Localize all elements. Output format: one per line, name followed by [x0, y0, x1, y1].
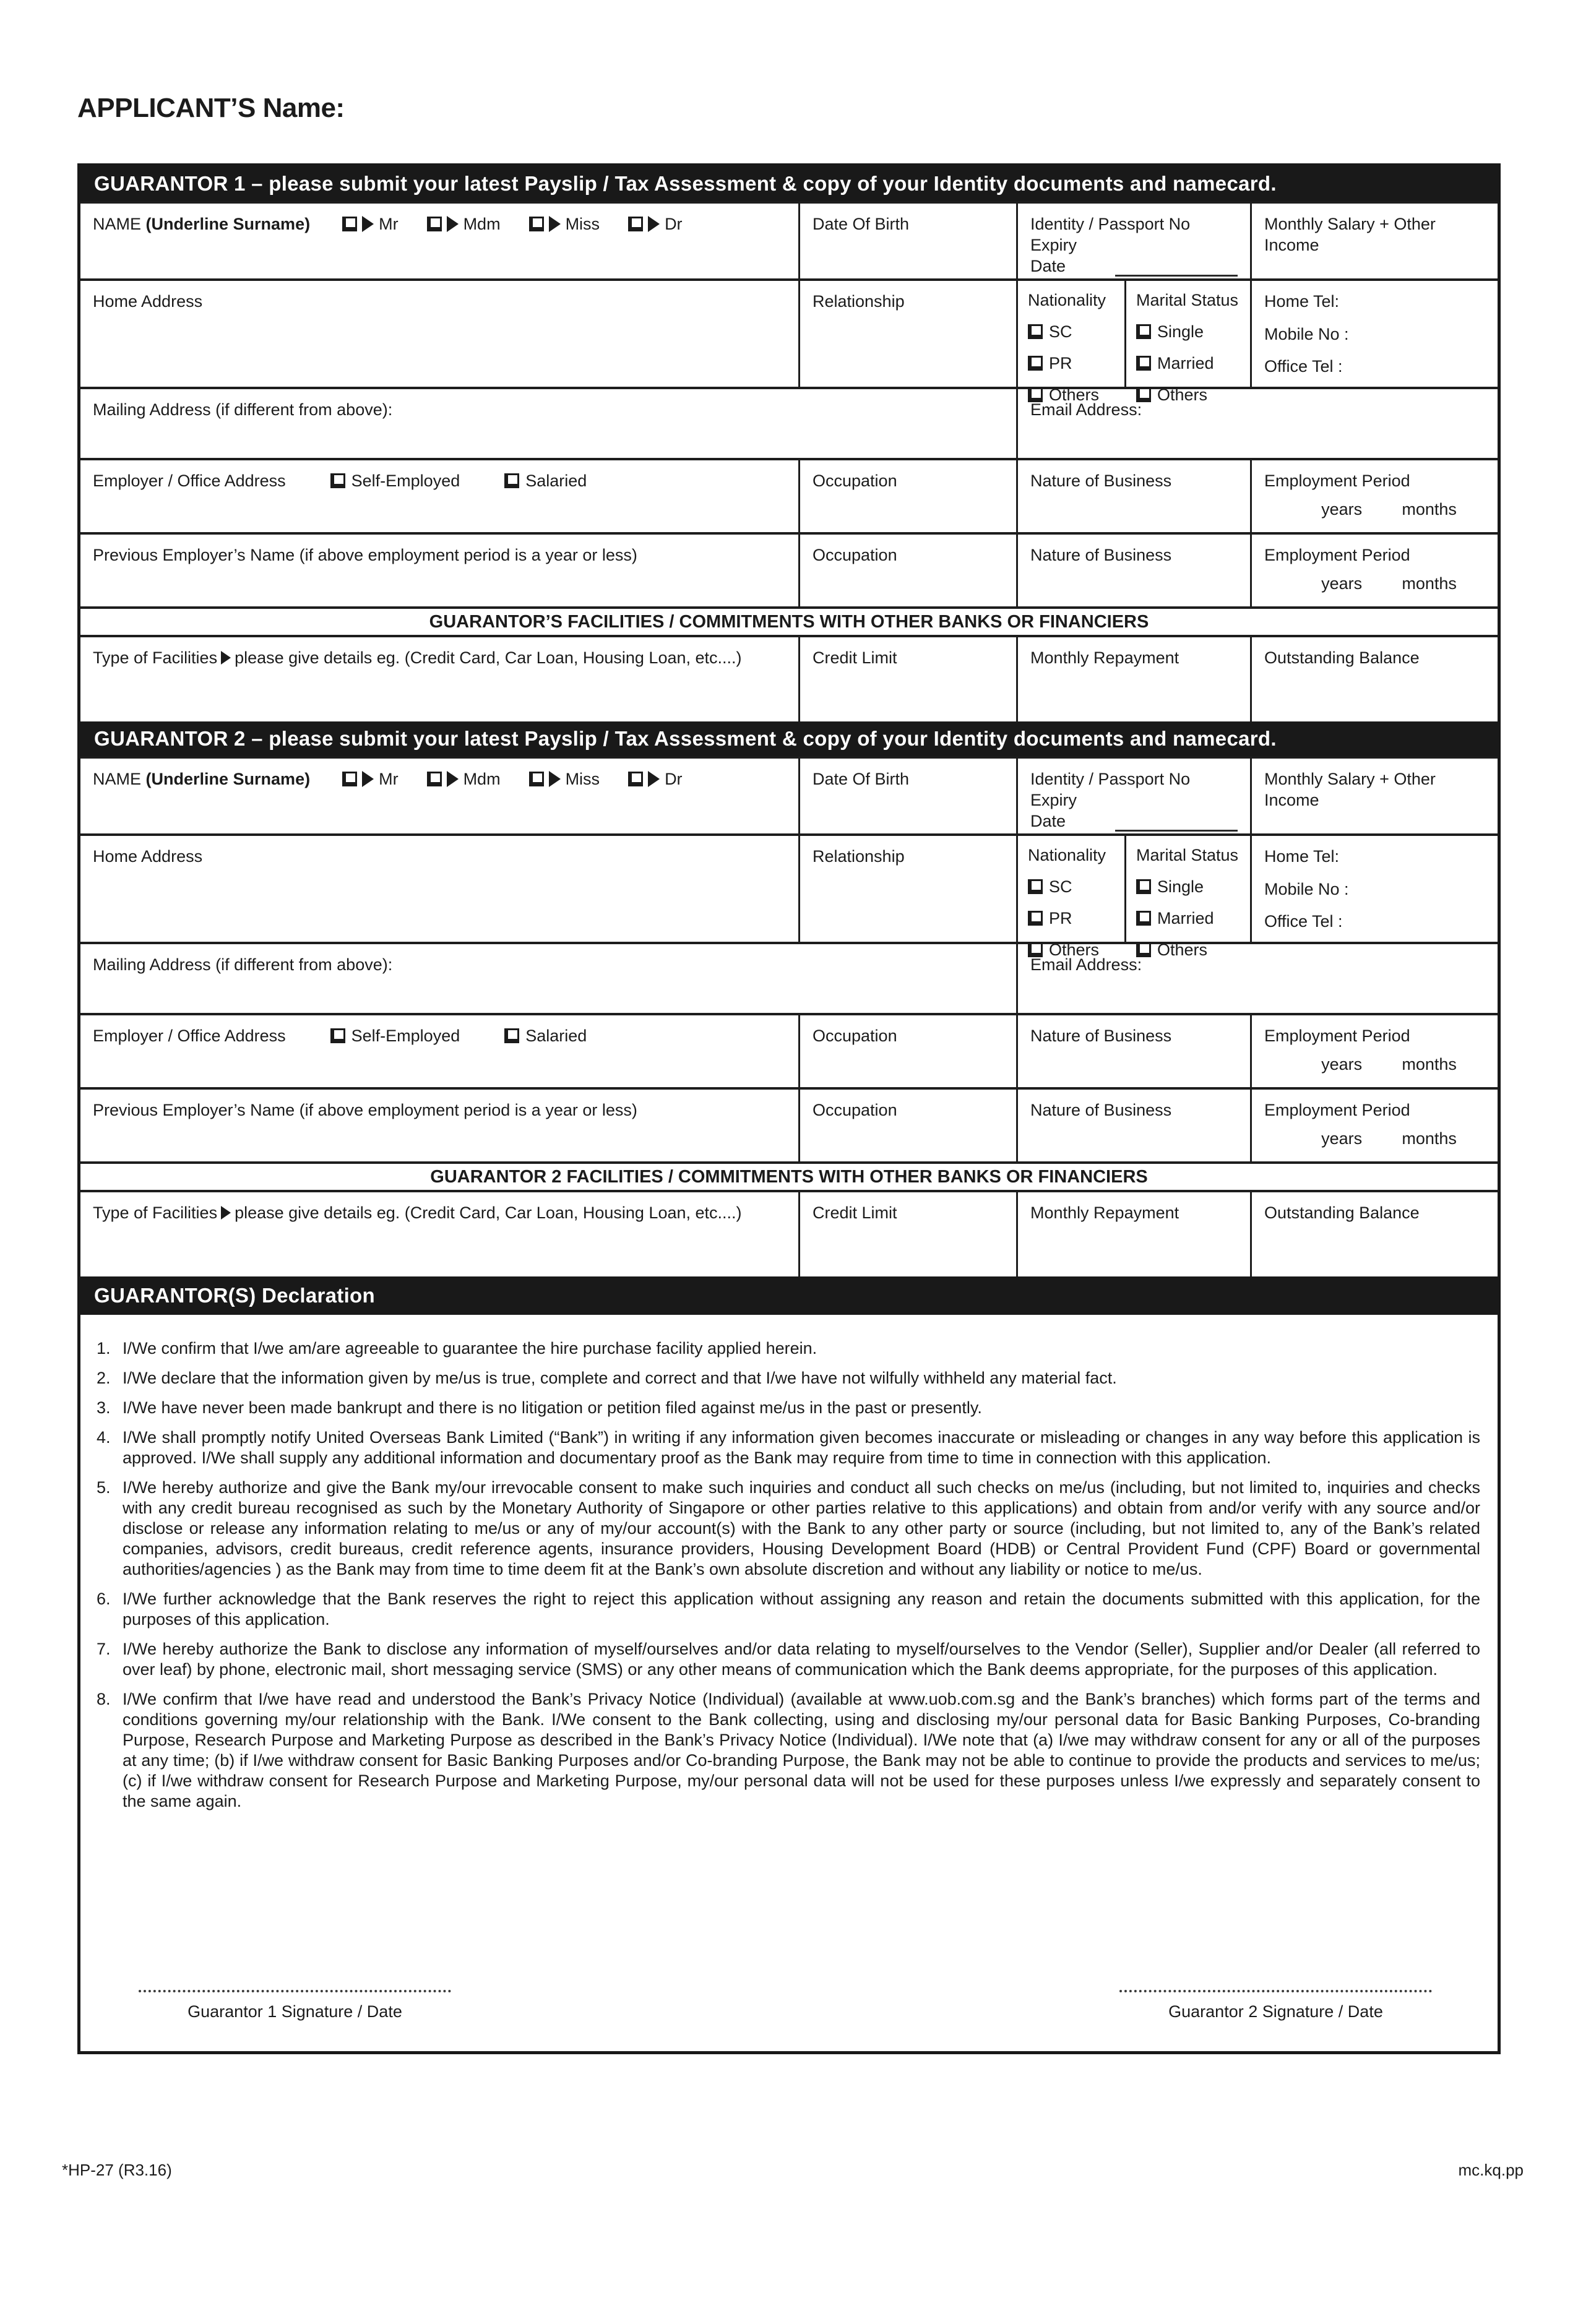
mobile-no-label: Mobile No : [1264, 324, 1349, 343]
g2-marital-group [1124, 836, 1250, 959]
g2-title-mr-checkbox[interactable] [342, 772, 357, 786]
identity-label: Identity / Passport No [1030, 770, 1191, 788]
guarantor-form [77, 163, 1501, 2054]
g2-facilities-header-row [80, 1161, 1498, 1190]
declaration-body [80, 1315, 1498, 2051]
g1-home-address-cell[interactable] [80, 281, 798, 387]
g1-salaried-checkbox[interactable] [504, 473, 519, 488]
g1-facilities-header-row [80, 606, 1498, 635]
facilities-type-label: Type of Facilities [93, 1203, 218, 1222]
outstanding-balance-label: Outstanding Balance [1264, 1203, 1420, 1222]
g2-facilities-row [80, 1190, 1498, 1276]
marital-label: Marital Status [1136, 291, 1239, 309]
expiry-label: Expiry Date [1030, 791, 1077, 830]
mailing-label: Mailing Address (if different from above): [93, 955, 393, 974]
item-text: I/We hereby authorize and give the Bank my/our irrevocable consent to make such inquiries and conduct all such checks on me/us (including, but not limited to, inquiries and checks with any credit bureau recognised as such by the Monetary Authority of Singapore or other parties relative to this applications) and obtain from and/or verify with any source and/or disclose or release any information relating to me/us or any of my/our account(s) with the Bank to any other party or source (including, but not limited to, any of the Bank’s related companies, advisors, credit bureaus, credit reference agents, insurance providers, Housing Development Board (HDB) or Central Provident Fund (CPF) Board or governmental authorities/agencies ) as the Bank may from time to time deem fit at the Bank’s own absolute discretion and without any liability or notice to me/us. [123, 1478, 1480, 1578]
g2-credit-limit-cell[interactable] [798, 1192, 1016, 1276]
g1-mailing-row [80, 387, 1498, 458]
g2-prev-employment-period-cell[interactable] [1250, 1090, 1498, 1161]
g1-mailing-address-cell[interactable] [80, 389, 1016, 458]
g2-nationality-marital-cell [1016, 836, 1250, 959]
months-label: months [1402, 500, 1457, 519]
title-mr-label: Mr [379, 770, 399, 788]
g1-marital-married-checkbox[interactable] [1136, 356, 1151, 371]
g2-marital-single-checkbox[interactable] [1136, 879, 1151, 894]
g2-nature-cell[interactable] [1016, 1015, 1250, 1087]
facilities-type-label: Type of Facilities [93, 648, 218, 667]
facilities-details-label: please give details eg. (Credit Card, Car Loan, Housing Loan, etc....) [235, 648, 742, 667]
g2-phone-cell[interactable] [1250, 836, 1498, 942]
office-tel-label: Office Tel : [1264, 912, 1343, 931]
g1-prev-occupation-cell[interactable] [798, 535, 1016, 606]
item-number: 4. [97, 1428, 111, 1447]
monthly-repayment-label: Monthly Repayment [1030, 648, 1179, 667]
g1-nature-cell[interactable] [1016, 460, 1250, 532]
g1-email-cell[interactable] [1016, 389, 1498, 458]
print-code: mc.kq.pp [1458, 2161, 1524, 2179]
item-text: I/We further acknowledge that the Bank reserves the right to reject this application without assigning any reason and retain the documents submitted with this application, for the purposes of this application. [123, 1590, 1480, 1629]
g2-title-dr-checkbox[interactable] [628, 772, 643, 786]
title-mdm-label: Mdm [463, 770, 501, 788]
nature-of-business-label: Nature of Business [1030, 1026, 1172, 1045]
g2-marital-married-checkbox[interactable] [1136, 911, 1151, 926]
occupation-label: Occupation [813, 1026, 897, 1045]
pointer-icon [221, 651, 231, 665]
item-text: I/We have never been made bankrupt and there is no litigation or petition filed against me/us in the past or presently. [123, 1398, 982, 1417]
title-dr-label: Dr [665, 770, 683, 788]
relationship-label: Relationship [813, 292, 905, 311]
nationality-sc-label: SC [1049, 322, 1072, 341]
declaration-item [90, 1689, 1480, 1812]
g1-title-miss-checkbox[interactable] [529, 217, 544, 231]
name-label: NAME (Underline Surname) [93, 770, 311, 788]
nationality-label: Nationality [1028, 846, 1106, 864]
expiry-label: Expiry Date [1030, 236, 1077, 275]
g2-prev-occupation-cell[interactable] [798, 1090, 1016, 1161]
years-label: years [1321, 1055, 1363, 1074]
g1-name-row [80, 201, 1498, 278]
item-text: I/We shall promptly notify United Overseas Bank Limited (“Bank”) in writing if any information given becomes inaccurate or misleading or changes in any way before this application is approved. I/We shall supply any additional information and documentary proof as the Bank may require from time to time in connection with this application. [123, 1428, 1480, 1467]
g1-employer-row [80, 458, 1498, 532]
pointer-icon [648, 216, 660, 232]
guarantor1-signature-block [139, 1987, 451, 2021]
g2-employer-row [80, 1013, 1498, 1087]
home-tel-label: Home Tel: [1264, 292, 1340, 311]
guarantor2-signature-block [1119, 1987, 1432, 2021]
email-label: Email Address: [1030, 955, 1142, 974]
office-tel-label: Office Tel : [1264, 357, 1343, 376]
self-employed-label: Self-Employed [351, 471, 460, 490]
employer-label: Employer / Office Address [93, 471, 286, 490]
title-miss-label: Miss [565, 215, 600, 233]
item-text: I/We hereby authorize the Bank to disclose any information of myself/ourselves and/or data relating to myself/ourselves to the Vendor (Seller), Supplier and/or Dealer (all referred to over leaf) by phone, electronic mail, short messaging service (SMS) or any other means of communication which the Bank deems appropriate, for the purposes of this application. [123, 1640, 1480, 1679]
dob-label: Date Of Birth [813, 215, 910, 233]
identity-label: Identity / Passport No [1030, 215, 1191, 233]
guarantor1-signature-label: Guarantor 1 Signature / Date [188, 2002, 402, 2021]
declaration-header-text: GUARANTOR(S) Declaration [94, 1284, 375, 1307]
guarantor2-header-text: GUARANTOR 2 – please submit your latest Payslip / Tax Assessment & copy of your Identity documents and namecard. [94, 727, 1277, 750]
nationality-sc-label: SC [1049, 877, 1072, 896]
g1-title-dr-checkbox[interactable] [628, 217, 643, 231]
title-mr-label: Mr [379, 215, 399, 233]
g1-employer-cell[interactable] [80, 460, 798, 532]
g1-relationship-cell[interactable] [798, 281, 1016, 387]
g2-previous-employer-cell[interactable] [80, 1090, 798, 1161]
g2-title-mdm-checkbox[interactable] [427, 772, 442, 786]
item-number: 5. [97, 1478, 111, 1497]
item-number: 6. [97, 1590, 111, 1608]
years-label: years [1321, 500, 1363, 519]
g1-self-employed-checkbox[interactable] [330, 473, 345, 488]
g2-previous-employer-row [80, 1087, 1498, 1161]
guarantor1-header-text: GUARANTOR 1 – please submit your latest Payslip / Tax Assessment & copy of your Identity documents and namecard. [94, 172, 1277, 195]
g1-salary-cell[interactable] [1250, 204, 1498, 278]
g1-credit-limit-cell[interactable] [798, 637, 1016, 721]
form-code: *HP-27 (R3.16) [62, 2161, 172, 2179]
guarantor1-section-header [80, 166, 1498, 201]
employment-period-label: Employment Period [1264, 1026, 1410, 1045]
pointer-icon [549, 216, 561, 232]
mobile-no-label: Mobile No : [1264, 879, 1349, 898]
nature-of-business-label: Nature of Business [1030, 471, 1172, 490]
pointer-icon [362, 216, 374, 232]
g1-title-mdm-checkbox[interactable] [427, 217, 442, 231]
relationship-label: Relationship [813, 847, 905, 866]
item-number: 3. [97, 1398, 111, 1417]
g2-nationality-group [1018, 836, 1124, 959]
declaration-item [90, 1478, 1480, 1580]
g2-title-miss-checkbox[interactable] [529, 772, 544, 786]
employer-label: Employer / Office Address [93, 1026, 286, 1045]
facilities-details-label: please give details eg. (Credit Card, Car Loan, Housing Loan, etc....) [235, 1203, 742, 1222]
previous-employer-label: Previous Employer’s Name (if above employment period is a year or less) [93, 1101, 637, 1119]
occupation-label: Occupation [813, 1101, 897, 1119]
nationality-others-label: Others [1049, 940, 1100, 959]
g1-facilities-header: GUARANTOR’S FACILITIES / COMMITMENTS WITH OTHER BANKS OR FINANCIERS [429, 611, 1149, 632]
occupation-label: Occupation [813, 471, 897, 490]
outstanding-balance-label: Outstanding Balance [1264, 648, 1420, 667]
g1-previous-employer-cell[interactable] [80, 535, 798, 606]
salaried-label: Salaried [525, 471, 587, 490]
pointer-icon [447, 216, 459, 232]
months-label: months [1402, 1129, 1457, 1148]
nationality-others-label: Others [1049, 385, 1100, 404]
g2-name-cell[interactable] [80, 759, 798, 833]
item-number: 8. [97, 1690, 111, 1708]
declaration-section-header [80, 1276, 1498, 1315]
marital-others-label: Others [1157, 940, 1208, 959]
g2-occupation-cell[interactable] [798, 1015, 1016, 1087]
g1-occupation-cell[interactable] [798, 460, 1016, 532]
g2-outstanding-balance-cell[interactable] [1250, 1192, 1498, 1276]
declaration-item [90, 1398, 1480, 1418]
home-address-label: Home Address [93, 292, 203, 311]
g1-prev-nature-cell[interactable] [1016, 535, 1250, 606]
nationality-pr-label: PR [1049, 354, 1072, 372]
dob-label: Date Of Birth [813, 770, 910, 788]
g1-facilities-type-cell[interactable] [80, 637, 798, 721]
title-miss-label: Miss [565, 770, 600, 788]
g2-mailing-row [80, 942, 1498, 1013]
declaration-item [90, 1639, 1480, 1680]
marital-married-label: Married [1157, 354, 1214, 372]
g2-salaried-checkbox[interactable] [504, 1028, 519, 1043]
monthly-repayment-label: Monthly Repayment [1030, 1203, 1179, 1222]
g2-salary-cell[interactable] [1250, 759, 1498, 833]
pointer-icon [447, 771, 459, 787]
signature-row [90, 1987, 1480, 2026]
marital-married-label: Married [1157, 909, 1214, 927]
pointer-icon [549, 771, 561, 787]
g1-nationality-group [1018, 281, 1124, 404]
page-footer [62, 2161, 1524, 2180]
g2-employer-cell[interactable] [80, 1015, 798, 1087]
nature-of-business-label: Nature of Business [1030, 546, 1172, 564]
guarantor2-signature-line[interactable] [1119, 1987, 1432, 1992]
employment-period-label: Employment Period [1264, 1101, 1410, 1119]
g1-dob-cell[interactable] [798, 204, 1016, 278]
years-label: years [1321, 1129, 1363, 1148]
g2-dob-cell[interactable] [798, 759, 1016, 833]
salary-label: Monthly Salary + Other Income [1264, 770, 1436, 809]
months-label: months [1402, 574, 1457, 593]
title-dr-label: Dr [665, 215, 683, 233]
g2-expiry-date-line[interactable] [1115, 813, 1238, 832]
years-label: years [1321, 574, 1363, 593]
home-tel-label: Home Tel: [1264, 847, 1340, 866]
g1-nationality-sc-checkbox[interactable] [1028, 324, 1043, 339]
g1-identity-cell[interactable] [1016, 204, 1250, 278]
nationality-pr-label: PR [1049, 909, 1072, 927]
home-address-label: Home Address [93, 847, 203, 866]
g1-title-mr-checkbox[interactable] [342, 217, 357, 231]
marital-label: Marital Status [1136, 846, 1239, 864]
name-label: NAME (Underline Surname) [93, 215, 311, 233]
g1-marital-group [1124, 281, 1250, 404]
item-number: 1. [97, 1339, 111, 1358]
g1-name-cell[interactable] [80, 204, 798, 278]
employment-period-label: Employment Period [1264, 546, 1410, 564]
g2-employment-period-cell[interactable] [1250, 1015, 1498, 1087]
g2-name-row [80, 756, 1498, 833]
pointer-icon [648, 771, 660, 787]
months-label: months [1402, 1055, 1457, 1074]
guarantor2-signature-label: Guarantor 2 Signature / Date [1168, 2002, 1383, 2021]
previous-employer-label: Previous Employer’s Name (if above employment period is a year or less) [93, 546, 637, 564]
g1-nationality-marital-cell [1016, 281, 1250, 404]
g1-phone-cell[interactable] [1250, 281, 1498, 387]
salaried-label: Salaried [525, 1026, 587, 1045]
item-text: I/We declare that the information given by me/us is true, complete and correct and that I/we have not wilfully withheld any material fact. [123, 1369, 1117, 1387]
item-text: I/We confirm that I/we am/are agreeable to guarantee the hire purchase facility applied herein. [123, 1339, 817, 1358]
title-mdm-label: Mdm [463, 215, 501, 233]
item-text: I/We confirm that I/we have read and understood the Bank’s Privacy Notice (Individual) (available at www.uob.com.sg and the Bank’s branches) which forms part of the terms and conditions governing my/our relationship with the Bank. I/We consent to the Bank collecting, using and disclosing my/our personal data for Basic Banking Purposes, Co-branding Purpose, Research Purpose and Marketing Purpose as described in the Bank’s Privacy Notice (Individual). I/We note that (a) I/we may withdraw consent for any or all of the purposes at any time; (b) if I/we withdraw consent for Basic Banking Purposes and/or Co-branding Purpose, the Bank may not be able to continue to provide the products and services to me/us; (c) if I/we withdraw consent for Research Purpose and Marketing Purpose, my/our personal data will not be used for these purposes unless I/we expressly and separately consent to the same again. [123, 1690, 1480, 1810]
g2-email-cell[interactable] [1016, 944, 1498, 1013]
declaration-item [90, 1338, 1480, 1359]
mailing-label: Mailing Address (if different from above): [93, 400, 393, 419]
credit-limit-label: Credit Limit [813, 1203, 897, 1222]
salary-label: Monthly Salary + Other Income [1264, 215, 1436, 254]
g2-home-address-cell[interactable] [80, 836, 798, 942]
email-label: Email Address: [1030, 400, 1142, 419]
g2-facilities-header: GUARANTOR 2 FACILITIES / COMMITMENTS WITH OTHER BANKS OR FINANCIERS [430, 1166, 1148, 1187]
declaration-item [90, 1427, 1480, 1468]
g2-monthly-repayment-cell[interactable] [1016, 1192, 1250, 1276]
guarantor2-section-header [80, 721, 1498, 756]
occupation-label: Occupation [813, 546, 897, 564]
g1-employment-period-cell[interactable] [1250, 460, 1498, 532]
g2-mailing-address-cell[interactable] [80, 944, 1016, 1013]
declaration-item [90, 1589, 1480, 1630]
g2-relationship-cell[interactable] [798, 836, 1016, 942]
marital-single-label: Single [1157, 322, 1204, 341]
credit-limit-label: Credit Limit [813, 648, 897, 667]
self-employed-label: Self-Employed [351, 1026, 460, 1045]
g2-identity-cell[interactable] [1016, 759, 1250, 833]
guarantor1-signature-line[interactable] [139, 1987, 451, 1992]
g2-prev-nature-cell[interactable] [1016, 1090, 1250, 1161]
g1-expiry-date-line[interactable] [1115, 258, 1238, 277]
g2-nationality-sc-checkbox[interactable] [1028, 879, 1043, 894]
pointer-icon [221, 1206, 231, 1220]
nature-of-business-label: Nature of Business [1030, 1101, 1172, 1119]
item-number: 2. [97, 1369, 111, 1387]
g2-home-address-row [80, 833, 1498, 959]
nationality-label: Nationality [1028, 291, 1106, 309]
g1-home-address-row [80, 278, 1498, 404]
g2-facilities-type-cell[interactable] [80, 1192, 798, 1276]
g1-previous-employer-row [80, 532, 1498, 606]
marital-single-label: Single [1157, 877, 1204, 896]
form-page [0, 93, 1578, 2324]
g1-marital-single-checkbox[interactable] [1136, 324, 1151, 339]
g2-self-employed-checkbox[interactable] [330, 1028, 345, 1043]
g1-nationality-pr-checkbox[interactable] [1028, 356, 1043, 371]
g1-prev-employment-period-cell[interactable] [1250, 535, 1498, 606]
g2-nationality-pr-checkbox[interactable] [1028, 911, 1043, 926]
g1-facilities-row [80, 635, 1498, 721]
marital-others-label: Others [1157, 385, 1208, 404]
declaration-item [90, 1368, 1480, 1388]
item-number: 7. [97, 1640, 111, 1658]
pointer-icon [362, 771, 374, 787]
employment-period-label: Employment Period [1264, 471, 1410, 490]
g1-monthly-repayment-cell[interactable] [1016, 637, 1250, 721]
page-title: APPLICANT’S Name: [77, 93, 345, 123]
g1-outstanding-balance-cell[interactable] [1250, 637, 1498, 721]
